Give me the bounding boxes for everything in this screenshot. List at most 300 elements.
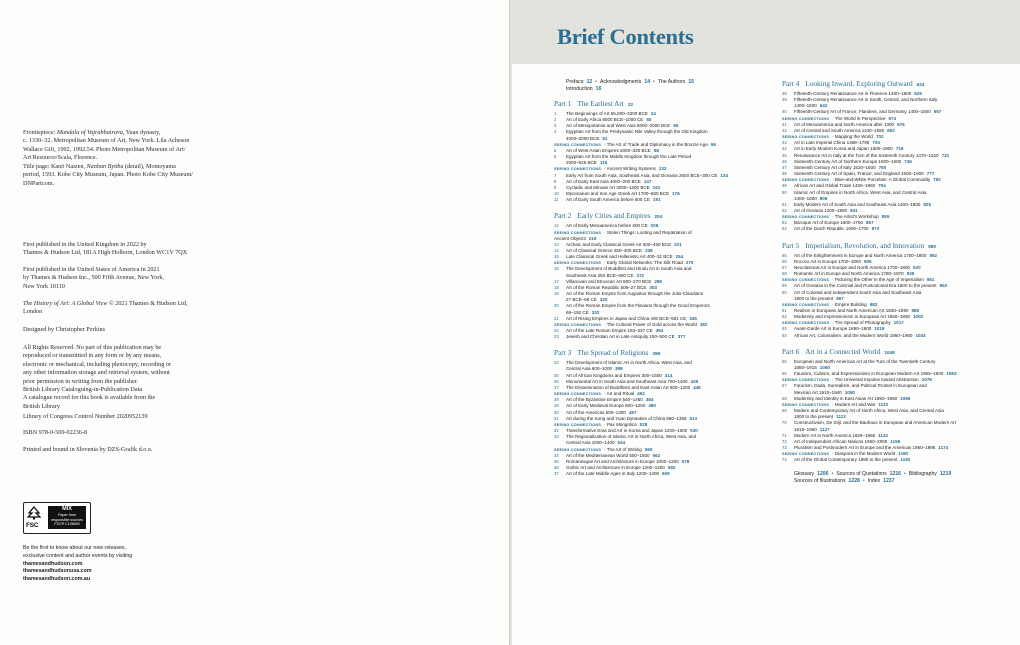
entry-title: Art of Oceania 1200–1900 <box>794 207 848 213</box>
entry-title-continued: 1880–1915 <box>794 364 817 370</box>
page-number: 1174 <box>938 444 949 450</box>
chapter-number: 10 <box>554 191 559 197</box>
entry-title: Art of the Americas 600–1300 <box>566 409 626 415</box>
page-number: 624 <box>916 82 925 87</box>
page-number: 528 <box>639 421 648 427</box>
chapter-entry[interactable] <box>554 334 772 340</box>
chapter-number: 40 <box>782 109 787 115</box>
seeing-connections-label: SEEING CONNECTIONS <box>782 116 830 121</box>
chapter-entry[interactable] <box>782 97 1010 109</box>
title-page-credit <box>23 163 223 188</box>
chapter-number: 68 <box>782 395 787 401</box>
entry-title-continued: Southeast Asia 250 BCE–600 CE <box>566 272 634 278</box>
page-number: 794 <box>878 183 886 189</box>
entry-title: Fifteenth-Century Renaissance Art in South, Central, and Northern Italy <box>794 97 938 103</box>
page-number: 206 <box>650 223 659 229</box>
entry-title: Art of the Mediterranean World 500–1500 <box>566 452 650 458</box>
separator: · <box>604 141 607 147</box>
part-label: Part 6 <box>782 346 800 356</box>
separator: · <box>604 229 607 235</box>
chapter-number: 69 <box>782 408 787 414</box>
chapter-number: 60 <box>782 289 787 295</box>
part-heading[interactable] <box>554 211 772 221</box>
separator: · <box>604 391 607 397</box>
entry-title: Modern and Contemporary Art of North Africa, West Asia, and Central Asia <box>794 408 944 414</box>
chapter-entry[interactable] <box>554 197 772 203</box>
page-number: 777 <box>926 171 935 177</box>
entry-title: The Spread of Photography <box>834 320 891 326</box>
page-number: 176 <box>672 191 680 197</box>
part-heading[interactable] <box>554 99 772 109</box>
cip-data <box>23 386 223 411</box>
chapter-number: 71 <box>782 432 787 438</box>
chapter-number: 36 <box>554 464 559 470</box>
chapter-number: 9 <box>554 184 557 190</box>
entry-title: Gothic Art and Architecture in Europe 1200–1400 <box>566 464 665 470</box>
entry-title-continued: Central Asia 1000–1400 <box>566 440 615 446</box>
lccn: Library of Congress Control Number 2020952139 <box>23 413 148 420</box>
page-number: 332 <box>591 309 600 315</box>
chapter-number: 30 <box>554 409 559 415</box>
chapter-entry[interactable] <box>782 226 1010 232</box>
matter-link[interactable] <box>794 478 860 484</box>
page-number: 513 <box>689 415 698 421</box>
chapter-number: 5 <box>554 147 557 153</box>
page-number: 1078 <box>921 377 932 383</box>
chapter-number: 43 <box>782 140 787 146</box>
chapter-number: 70 <box>782 420 787 426</box>
entry-title: Art of the Roman Empire from Augustus through the Julio-Claudians <box>566 291 703 297</box>
chapter-number: 4 <box>554 129 557 135</box>
bullet-separator: • <box>904 471 906 478</box>
page-number: 204 <box>654 214 663 220</box>
seeing-connections-label: SEEING CONNECTIONS <box>782 321 830 326</box>
page-number: 1237 <box>883 478 895 485</box>
separator: · <box>832 214 835 220</box>
page-number: 414 <box>664 372 673 378</box>
page-number: 1192 <box>900 457 911 463</box>
page-number: 560 <box>644 446 653 452</box>
page-number: 14 <box>644 79 651 85</box>
text-line: by Thames & Hudson Inc., 500 Fifth Avenue, New York, <box>23 274 165 282</box>
entry-title: Art of the Late Roman Empire 193–337 CE <box>566 328 653 333</box>
page-number: 462 <box>637 391 645 397</box>
page-number: 1190 <box>898 451 909 457</box>
chapter-entry[interactable] <box>554 266 772 278</box>
chapter-number: 45 <box>782 152 787 158</box>
text-line: c. 1330–32. Metropolitan Museum of Art, New York. Lila Acheson <box>23 137 190 145</box>
entry-title: Blue-and-White Porcelain: A Global Commodity <box>834 177 931 183</box>
chapter-number: 14 <box>554 247 559 253</box>
back-matter <box>782 471 1010 485</box>
page-number: 1216 <box>889 471 901 478</box>
chapter-number: 67 <box>782 383 787 389</box>
page-number: 657 <box>933 109 942 115</box>
entry-title: Fifteenth-Century Art of France, Flanders, and Germany 1400–1500 <box>794 109 931 115</box>
part-heading[interactable] <box>782 79 1010 89</box>
part-label: Part 3 <box>554 348 572 358</box>
entry-title: Sixteenth Century Art of Spain, France, and England 1500–1600 <box>794 171 924 177</box>
entry-title: Art of Mesopotamia and West Asia 5000–2000 BCE <box>566 123 671 129</box>
matter-link[interactable] <box>836 471 901 477</box>
text-line: London <box>23 308 43 316</box>
page-number: 377 <box>677 334 686 340</box>
chapter-entry[interactable] <box>782 359 1010 371</box>
entry-title: Art of the Roman Republic 509–27 BCE <box>566 284 647 290</box>
fsc-mix-label: MIX Paper from responsible sources FSC® C106600 <box>48 506 86 529</box>
part-heading[interactable] <box>554 348 772 358</box>
chapter-number: 61 <box>782 308 787 313</box>
page-number: 1228 <box>848 478 860 485</box>
text-line: any other information storage and retrieval system, without <box>23 369 170 377</box>
entry-title: Early Art from South Asia, Southeast Asia, and Oceania 2600 BCE–300 CE <box>566 172 718 178</box>
chapter-number: 41 <box>782 121 787 127</box>
entry-title-continued: 1400–1800 <box>794 195 817 201</box>
chapter-number: 38 <box>782 91 787 96</box>
entry-title-continued: Central Asia 600–1000 <box>566 366 613 372</box>
chapter-number: 13 <box>554 241 559 247</box>
part-title: The Earliest Art <box>577 99 624 108</box>
chapter-number: 28 <box>554 397 559 403</box>
fsc-tree-icon <box>27 506 41 520</box>
matter-line <box>782 478 1010 485</box>
entry-title-continued: 27 BCE–68 CE <box>566 297 597 303</box>
matter-link[interactable] <box>658 79 694 85</box>
page-number: 674 <box>888 115 897 121</box>
chapter-entry[interactable] <box>782 190 1010 202</box>
chapter-number: 39 <box>782 97 787 103</box>
page-number: 289 <box>654 278 662 284</box>
matter-label: Index <box>867 478 881 485</box>
entry-title: Art in Late Imperial China 1368–1795 <box>794 140 870 146</box>
chapter-number: 22 <box>554 328 559 333</box>
entry-title: Fauvism, Cubism, and Expressionism in European Modern Art 1905–1930 <box>794 371 944 377</box>
text-line: DNPartcom. <box>23 179 55 187</box>
entry-title-continued: 1915–1960 <box>794 426 817 432</box>
entry-title: African Art, Colonialism, and the Modern World 1860–1960 <box>794 332 913 338</box>
page-number: 808 <box>819 195 828 201</box>
chapter-number: 6 <box>554 154 557 160</box>
entry-title: The World in Perspective <box>834 115 886 121</box>
separator: · <box>604 166 607 172</box>
entry-title: Pax Mongolica <box>606 421 637 427</box>
entry-title: Realism in European and North American Art 1830–1890 <box>794 308 909 313</box>
website-link[interactable]: thamesandhudson.com <box>23 560 83 567</box>
entry-title: Art of Classical Greece 450–400 BCE <box>566 247 643 253</box>
chapter-number: 11 <box>554 197 559 203</box>
copyright-notice <box>23 300 223 317</box>
page-number: 254 <box>675 254 684 260</box>
chapter-entry[interactable] <box>554 471 772 477</box>
entry-title: Modernity and Impressionism in European Art 1860–1890 <box>794 314 911 320</box>
seeing-connections-label: SEEING CONNECTIONS <box>554 447 602 452</box>
page-number: 272 <box>636 272 645 278</box>
entry-title: Art of Independent African Nations 1960–2000 <box>794 438 888 444</box>
page-number: 718 <box>895 146 904 152</box>
chapter-number: 47 <box>782 164 787 170</box>
page-number: 429 <box>690 378 699 384</box>
entry-title: African Art and Global Trade 1450–1960 <box>794 183 876 189</box>
page-number: 626 <box>914 91 922 96</box>
page-number: 96 <box>710 141 716 147</box>
page-number: 642 <box>819 103 828 109</box>
entry-title: Constructivism, De Stijl, and the Bauhaus in European and American Modern Art <box>794 420 957 426</box>
entry-title-continued: 1800 to the present <box>794 295 834 301</box>
separator: · <box>832 177 835 183</box>
work-title: Nanban Byōbu <box>86 163 124 170</box>
chapter-entry[interactable] <box>782 333 1010 339</box>
chapter-number: 34 <box>554 452 559 458</box>
page-number: 935 <box>906 271 915 277</box>
matter-line <box>554 79 772 86</box>
page-number: 446 <box>693 384 701 390</box>
chapter-number: 27 <box>554 384 559 390</box>
rights-notice <box>23 344 223 386</box>
page-number: 951 <box>926 277 935 283</box>
chapter-entry[interactable] <box>554 129 772 141</box>
separator: · <box>832 451 835 457</box>
page-number: 480 <box>648 403 656 409</box>
isbn: ISBN 978-0-500-02236-8 <box>23 429 88 436</box>
matter-link[interactable] <box>566 86 601 92</box>
page-number: 609 <box>662 471 670 477</box>
chapter-number: 12 <box>554 223 559 229</box>
seeing-connections-label: SEEING CONNECTIONS <box>554 422 602 427</box>
text-line: The History of Art: A Global View © 2021 Thames & Hudson Ltd, <box>23 300 188 307</box>
matter-link[interactable] <box>566 79 592 85</box>
matter-link[interactable] <box>794 471 828 477</box>
entry-title: Art of Rising Empires in Japan and China 400 BCE–581 CE <box>566 315 687 321</box>
us-publication-info <box>23 266 223 291</box>
entry-title-continued: 69–192 CE <box>566 309 589 315</box>
chapter-number: 26 <box>554 378 559 384</box>
page-number: 238 <box>645 247 653 253</box>
part-title: The Spread of Religions <box>577 348 649 358</box>
page-number: 320 <box>599 297 608 303</box>
entry-title: Cycladic and Minoan Art 3000–1200 BCE <box>566 184 650 190</box>
page-number: 1063 <box>946 371 957 377</box>
chapter-number: 72 <box>782 438 787 444</box>
entry-title: Romanesque Art and Architecture in Europe 1000–1200 <box>566 458 679 464</box>
chapter-entry[interactable] <box>782 420 1010 432</box>
entry-title: Art of Early Medieval Europe 600–1250 <box>566 403 646 409</box>
page-number: 65 <box>673 123 679 129</box>
page-number: 303 <box>649 284 657 290</box>
matter-link[interactable] <box>909 471 951 477</box>
page-number: 1159 <box>890 438 901 444</box>
page-number: 497 <box>628 409 637 415</box>
part-label: Part 4 <box>782 79 800 88</box>
separator: · <box>832 277 835 283</box>
text-line: reproduced or transmitted in any form or by any means, <box>23 352 162 360</box>
designer-credit: Designed by Christopher Perkins <box>23 326 105 333</box>
entry-title: Baroque Art of Europe 1600–1750 <box>794 220 864 226</box>
text-line: Thames & Hudson Ltd, 181A High Holborn, London WC1V 7QX <box>23 249 188 257</box>
chapter-number: 53 <box>782 220 787 226</box>
seeing-connections-label: SEEING CONNECTIONS <box>554 322 602 327</box>
separator: · <box>832 377 835 383</box>
page-number: 873 <box>871 226 880 232</box>
entry-title: Transformative Eras and Art in Korea and Japan 1200–1600 <box>566 428 688 434</box>
chapter-number: 18 <box>554 284 559 290</box>
seeing-connections-label: SEEING CONNECTIONS <box>554 392 602 397</box>
entry-title: Art of West Asian Empires 2000–330 BCE <box>566 147 651 153</box>
entry-title: Avant-Garde Art in Europe 1880–1900 <box>794 326 872 332</box>
part-heading[interactable] <box>782 347 1010 357</box>
matter-line <box>782 471 1010 478</box>
seeing-connections-label: SEEING CONNECTIONS <box>554 167 602 172</box>
entry-title: Art of the Global Contemporary 1980 to the present <box>794 457 898 463</box>
entry-title: Art of the Enlightenment in Europe and North America 1700–1800 <box>794 252 927 258</box>
entry-title: Archaic and Early Classical Greek Art 600–460 BCE <box>566 241 672 247</box>
matter-label: Acknowledgments <box>600 79 642 85</box>
page-number: 12 <box>586 79 593 85</box>
chapter-entry[interactable] <box>554 154 772 166</box>
seeing-connections-label: SEEING CONNECTIONS <box>554 230 602 235</box>
page-number: 905 <box>864 258 872 264</box>
chapter-number: 1 <box>554 111 557 116</box>
entry-title: Sixteenth-Century Art of Northern Europe 1500–1600 <box>794 158 902 164</box>
entry-title: Egyptian Art from the Middle Kingdom through the Late Period <box>566 154 692 160</box>
website-link[interactable]: thamesandhudson.com.au <box>23 576 91 583</box>
entry-title: The Development of Buddhist and Hindu Art in South Asia and <box>566 266 692 272</box>
entry-title-continued: 4000–2000 BCE <box>566 135 600 141</box>
chapter-number: 23 <box>554 334 559 340</box>
chapter-number: 51 <box>782 201 787 207</box>
separator: · <box>832 401 835 407</box>
page-number: 398 <box>615 366 623 372</box>
entry-title: Futurism, Dada, Surrealism, and Political Protest in European and <box>794 383 927 389</box>
page-number: 134 <box>720 172 728 178</box>
bullet-separator: • <box>595 79 598 85</box>
entry-title-continued: Mexican Art 1910–1940 <box>794 389 842 395</box>
part-heading[interactable] <box>782 241 1010 251</box>
entry-title: Modern Art in North America 1925–1965 <box>794 432 876 438</box>
separator: · <box>832 134 835 140</box>
entry-title: Late Classical Greek and Hellenistic Art 400–31 BCE <box>566 254 673 260</box>
entry-title: Ancient Writing Systems <box>606 166 656 172</box>
page-number: 890 <box>928 243 937 249</box>
page-number: 967 <box>836 295 844 301</box>
page-number: 731 <box>941 152 950 158</box>
page-number: 544 <box>617 440 626 446</box>
chapter-number: 8 <box>554 178 557 184</box>
text-line: British Library Cataloguing-in-Publication Data <box>23 386 143 393</box>
chapter-number: 42 <box>782 127 787 133</box>
entry-title: Art of Early Africa 8000 BCE–1000 CE <box>566 117 644 123</box>
chapter-number: 29 <box>554 403 559 409</box>
chapter-entry[interactable] <box>782 290 1010 302</box>
entry-title: Mycenaean and Iron Age Greek Art 1700–600 BCE <box>566 191 670 197</box>
page-number: 841 <box>850 207 858 213</box>
entry-title: The Dissemination of Buddhism and East Asian Art 500–1200 <box>566 384 691 390</box>
page-number: 592 <box>667 464 676 470</box>
work-title: The History of Art: A Global View <box>23 300 108 307</box>
bullet-separator: • <box>862 478 865 485</box>
part-section <box>782 241 1010 339</box>
entry-title: Art of African Kingdoms and Empires 300–1500 <box>566 372 662 378</box>
entry-title: Empire Building <box>834 301 867 307</box>
page-number: 132 <box>658 166 667 172</box>
entry-title-continued: 2000–525 BCE <box>566 160 597 166</box>
text-line: Art Resource/Scala, Florence. <box>23 154 98 162</box>
page-number: 22 <box>627 102 634 107</box>
entry-title: Art of Early Mesoamerica before 600 CE <box>566 223 648 229</box>
entry-title: Art of Oceania in the Colonial and Postcolonial Era 1800 to the present <box>794 283 937 289</box>
entry-title: Early Global Networks: The Silk Road <box>606 260 683 266</box>
chapter-entry[interactable] <box>554 291 772 303</box>
bullet-separator: • <box>653 79 655 85</box>
chapter-number: 37 <box>554 471 559 477</box>
matter-link[interactable] <box>868 478 895 484</box>
website-link[interactable]: thamesandhudsonusa.com <box>23 568 92 575</box>
page-number: 15 <box>688 79 694 85</box>
chapter-entry[interactable] <box>782 408 1010 420</box>
page-number: 1142 <box>878 432 889 438</box>
entry-title: Islamic Art of Empires in North Africa, West Asia, and Central Asia <box>794 189 927 195</box>
newsletter-promo: Be the first to know about our new releases, exclusive content and author events by visiting thamesandhudson.com thamesandhudsonusa.com thamesandhudson.com.au <box>23 545 223 584</box>
chapter-number: 19 <box>554 291 559 297</box>
entry-title: Art of Central and South America 1100–1550 <box>794 127 885 133</box>
chapter-entry[interactable] <box>554 303 772 315</box>
page-number: 396 <box>652 351 661 357</box>
page-number: 1034 <box>915 332 926 338</box>
seeing-connections-label: SEEING CONNECTIONS <box>782 302 830 307</box>
page-number: 362 <box>699 321 708 327</box>
fsc-brand: FSC <box>26 522 39 529</box>
entry-title: Art and Ritual <box>606 391 635 397</box>
chapter-number: 48 <box>782 171 787 177</box>
part-title: Early Cities and Empires <box>577 211 651 221</box>
contents-page <box>512 0 1020 645</box>
seeing-connections-entry[interactable] <box>554 230 772 242</box>
chapter-number: 17 <box>554 278 559 284</box>
chapter-number: 73 <box>782 444 787 450</box>
seeing-connections-label: SEEING CONNECTIONS <box>554 142 602 147</box>
chapter-entry[interactable] <box>782 457 1010 463</box>
seeing-connections-label: SEEING CONNECTIONS <box>782 278 830 283</box>
title-band <box>512 0 1020 64</box>
page-number: 24 <box>650 111 656 116</box>
chapter-entry[interactable] <box>554 434 772 446</box>
entry-title-continued: 1400–1500 <box>794 103 817 109</box>
entry-title: Fifteenth-Century Renaissance Art in Florence 1400–1500 <box>794 91 912 96</box>
entry-title: Rococo Art in Europe 1700–1800 <box>794 258 861 264</box>
chapter-number: 16 <box>554 266 559 272</box>
separator: · <box>604 260 607 266</box>
separator: · <box>604 446 607 452</box>
chapter-entry[interactable] <box>554 360 772 372</box>
text-line: electronic or mechanical, including photocopy, recording or <box>23 360 172 368</box>
text-line: New York 10110 <box>23 282 65 290</box>
entry-title-continued: Ancient Objects <box>554 235 586 241</box>
entry-title: Pluralism and Postmodern Art in Europe and the Americas 1960–1995 <box>794 444 936 450</box>
matter-link[interactable] <box>600 79 650 85</box>
entry-title: Modernity and Identity in East Asian Art 1850–1960 <box>794 395 898 401</box>
entry-title: The Artist's Workshop <box>834 214 879 220</box>
seeing-connections-label: SEEING CONNECTIONS <box>782 178 830 183</box>
entry-title: Villanovan and Etruscan Art 900–270 BCE <box>566 278 652 284</box>
page-number: 985 <box>911 308 920 313</box>
entry-title: Stolen Things: Looting and Repatriation of <box>606 229 692 235</box>
bullet-separator: • <box>831 471 834 478</box>
chapter-entry[interactable] <box>782 383 1010 395</box>
chapter-number: 25 <box>554 372 559 378</box>
page-number: 562 <box>652 452 661 458</box>
chapter-number: 65 <box>782 358 787 364</box>
entry-title: Diaspora in the Modern World <box>834 451 896 457</box>
part-title: Imperialism, Revolution, and Innovation <box>805 240 925 250</box>
